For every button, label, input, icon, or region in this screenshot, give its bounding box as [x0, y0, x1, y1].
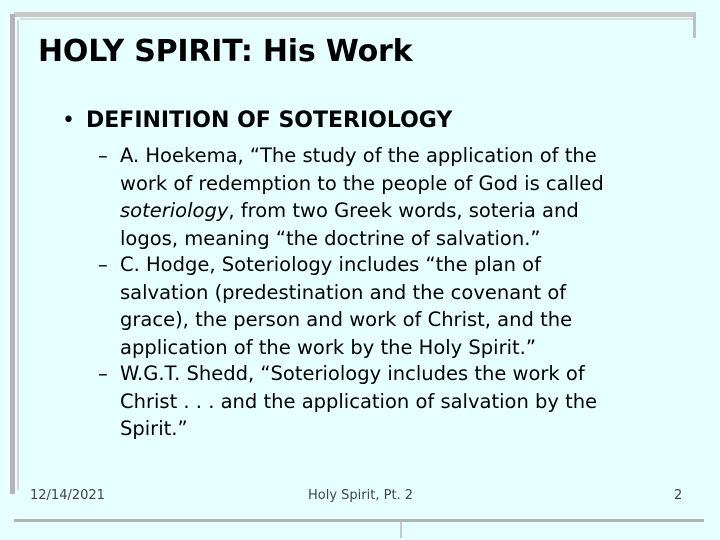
bullet-dot: •	[62, 108, 75, 133]
footer-date: 12/14/2021	[30, 488, 105, 503]
text-line	[98, 197, 658, 225]
text-line: A. Hoekema, “The study of the application of the	[120, 144, 597, 167]
footer-page-number: 2	[674, 488, 683, 503]
sub-point-hodge	[98, 251, 658, 361]
text-line: grace), the person and work of Christ, and the	[120, 308, 573, 331]
dash-marker: –	[98, 253, 108, 276]
italic-term: soteriology	[120, 199, 229, 222]
text-line: Spirit.”	[120, 417, 188, 440]
sub-point-shedd	[98, 360, 658, 443]
text-line: Christ . . . and the application of salvation by the	[120, 389, 598, 413]
text-line-rest: , from two Greek words, soteria and	[228, 199, 579, 222]
footer-title: Holy Spirit, Pt. 2	[308, 488, 414, 503]
frame-bar-right	[693, 12, 696, 38]
sub-point-hoekema	[98, 142, 658, 252]
frame-bar-left-inner	[17, 20, 19, 490]
frame-bar-left	[10, 14, 15, 494]
text-line: application of the work by the Holy Spirit.”	[120, 335, 536, 359]
slide-title: HOLY SPIRIT: His Work	[38, 34, 413, 69]
text-line: work of redemption to the people of God is called	[120, 171, 604, 195]
frame-bar-bottom	[14, 519, 704, 522]
frame-bar-bottom-tick	[400, 522, 402, 538]
dash-marker: –	[98, 362, 108, 385]
heading-text: DEFINITION OF SOTERIOLOGY	[86, 108, 453, 133]
text-line: logos, meaning “the doctrine of salvation.”	[120, 226, 541, 250]
frame-bar-top	[14, 12, 694, 17]
frame-bar-top-inner	[20, 18, 694, 20]
text-line: C. Hodge, Soteriology includes “the plan of	[120, 253, 541, 276]
dash-marker: –	[98, 144, 108, 167]
text-line: W.G.T. Shedd, “Soteriology includes the work of	[120, 362, 585, 385]
heading-bullet-item	[62, 108, 452, 133]
text-line: salvation (predestination and the covenant of	[120, 280, 567, 304]
